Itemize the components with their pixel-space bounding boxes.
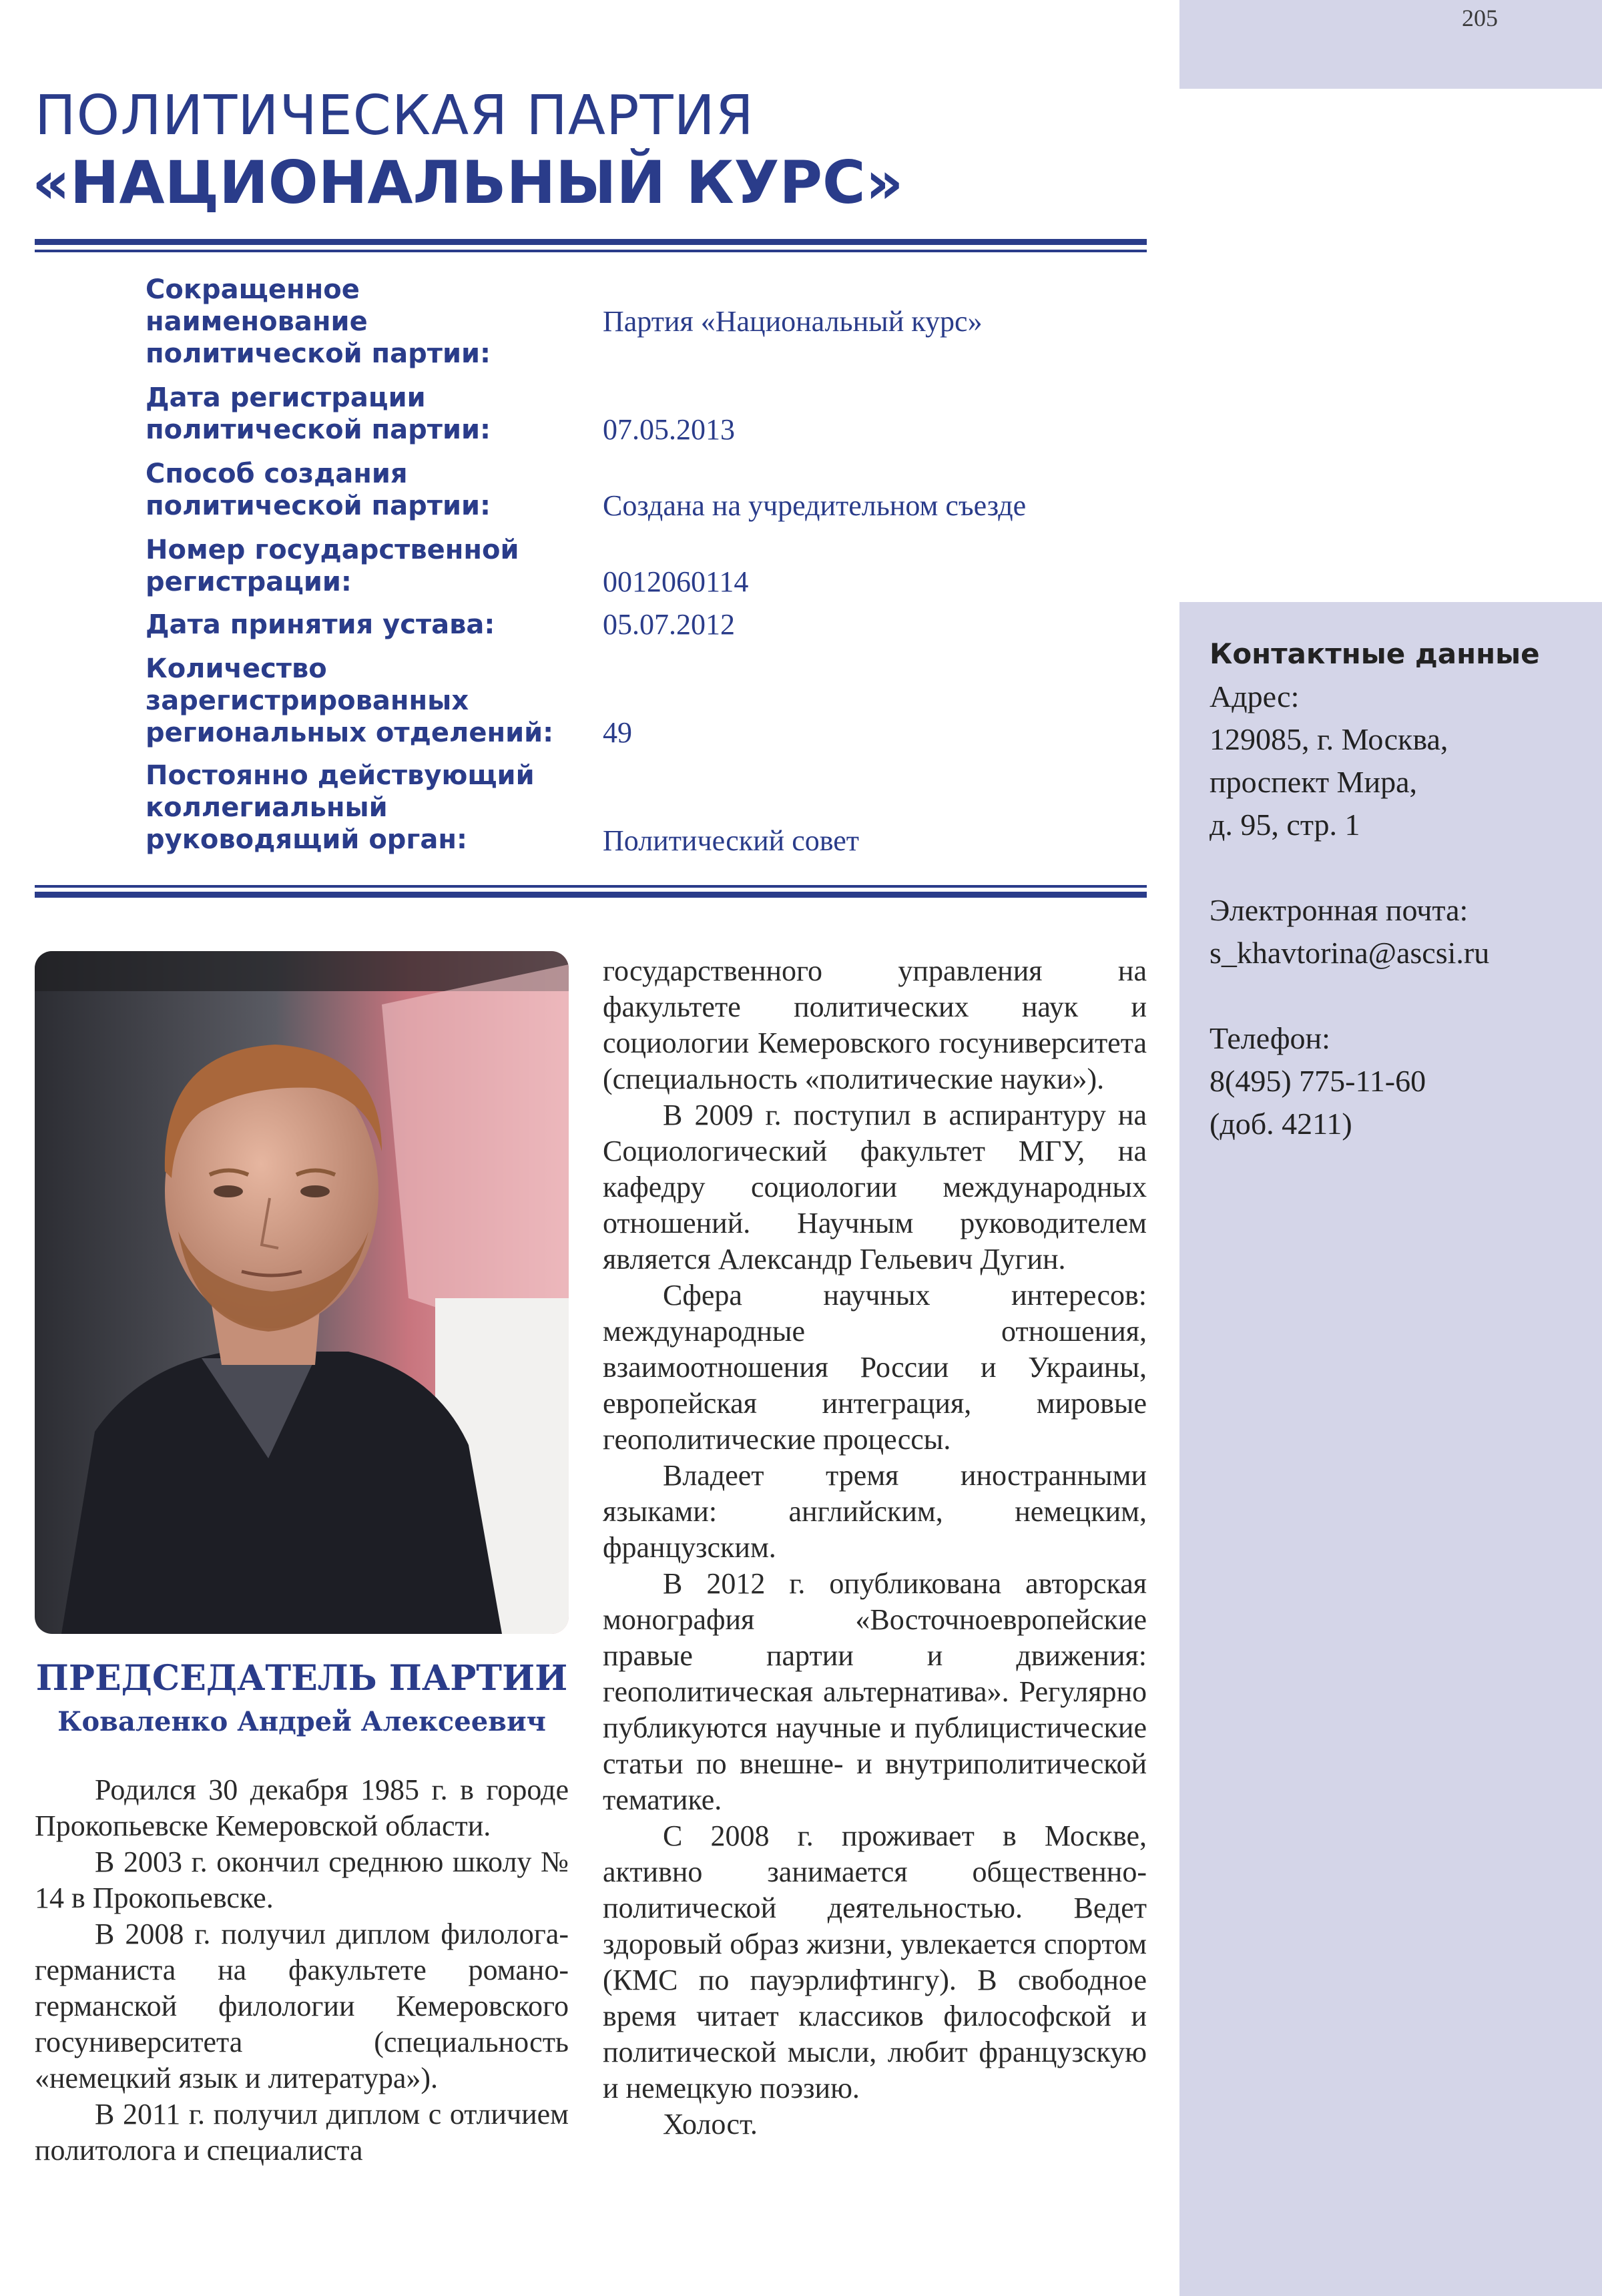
bio-paragraph: Владеет тремя иностранными языками: английским, немецким, французским. [603, 1459, 1147, 1564]
info-label: Дата принятия устава: [146, 609, 495, 640]
address-line: 129085, г. Москва, [1210, 722, 1448, 756]
contacts-block [1210, 633, 1583, 1145]
info-value: Политический совет [603, 824, 860, 857]
info-value: 05.07.2012 [603, 608, 735, 641]
chairman-heading: ПРЕДСЕДАТЕЛЬ ПАРТИИ [35, 1658, 568, 1699]
info-value: Создана на учредительном съезде [603, 489, 1027, 522]
title-divider [35, 239, 1147, 245]
email-link[interactable]: s_khavtorina@ascsi.ru [1210, 936, 1490, 970]
bio-paragraph: С 2008 г. проживает в Москве, активно занимается общественно-политической деятельностью. Ведет здоровый образ жизни, увлекается спортом (КМС по пауэрлифтингу). В свободное время читает классиков философской и политической мысли, любит французскую и немецкую поэзию. [603, 1819, 1147, 2104]
page-number: 205 [1462, 5, 1498, 31]
party-title-line1: ПОЛИТИЧЕСКАЯ ПАРТИЯ [35, 84, 754, 148]
table-divider-thin [35, 885, 1147, 888]
phone-number: 8(495) 775-11-60 [1210, 1064, 1426, 1098]
bio-paragraph: В 2011 г. получил диплом с отличием политолога и специалиста [35, 2098, 569, 2167]
info-value: 49 [603, 716, 632, 749]
bio-paragraph: Родился 30 декабря 1985 г. в городе Прокопьевске Кемеровской области. [35, 1773, 569, 1842]
info-label: Номер государственной регистрации: [146, 535, 519, 597]
info-label: Постоянно действующий коллегиальный руководящий орган: [146, 760, 535, 855]
address-line: д. 95, стр. 1 [1210, 808, 1360, 842]
info-value: 07.05.2013 [603, 413, 735, 446]
chairman-name: Коваленко Андрей Алексеевич [57, 1706, 546, 1737]
info-label: Способ создания политической партии: [146, 459, 491, 521]
party-title-line2: «НАЦИОНАЛЬНЫЙ КУРС» [32, 148, 904, 217]
title-divider-thin [35, 250, 1147, 252]
bio-paragraph: В 2003 г. окончил среднюю школу № 14 в Прокопьевске. [35, 1845, 569, 1914]
chairman-photo [35, 951, 569, 1634]
bio-paragraph: Холост. [663, 2108, 758, 2140]
bio-paragraph: В 2009 г. поступил в аспирантуру на Социологический факультет МГУ, на кафедру социологии международных отношений. Научным руководителем является Александр Гельевич Дугин. [603, 1099, 1147, 1275]
phone-extension: (доб. 4211) [1210, 1107, 1352, 1141]
sidebar-header-panel [1179, 0, 1602, 89]
bio-column-right [603, 953, 1147, 2142]
email-label: Электронная почта: [1210, 893, 1468, 927]
contacts-title: Контактные данные [1210, 637, 1540, 670]
info-label: Дата регистрации политической партии: [146, 382, 491, 445]
bio-column-left [35, 1772, 569, 2169]
address-line: проспект Мира, [1210, 765, 1417, 799]
phone-label: Телефон: [1210, 1021, 1330, 1055]
bio-paragraph: государственного управления на факультете политических наук и социологии Кемеровского госуниверситета (специальность «политические науки»). [603, 954, 1147, 1095]
info-value: 0012060114 [603, 565, 749, 598]
address-label: Адрес: [1210, 679, 1300, 713]
bio-paragraph: В 2012 г. опубликована авторская монография «Восточноевропейские правые партии и движения: геополитическая альтернатива». Регулярно публикуются научные и публицистические статьи по внешне- и внутриполитической тематике. [603, 1567, 1147, 1816]
info-value: Партия «Национальный курс» [603, 305, 983, 338]
bio-paragraph: Сфера научных интересов: международные отношения, взаимоотношения России и Украины, европейская интеграция, мировые геополитические процессы. [603, 1279, 1147, 1456]
info-label: Сокращенное наименование политической партии: [146, 274, 491, 369]
bio-paragraph: В 2008 г. получил диплом филолога-германиста на факультете романо-германской филологии Кемеровского госуниверситета (специальность «немецкий язык и литература»). [35, 1918, 569, 2094]
info-label: Количество зарегистрированных региональных отделений: [146, 653, 554, 748]
table-divider [35, 892, 1147, 898]
